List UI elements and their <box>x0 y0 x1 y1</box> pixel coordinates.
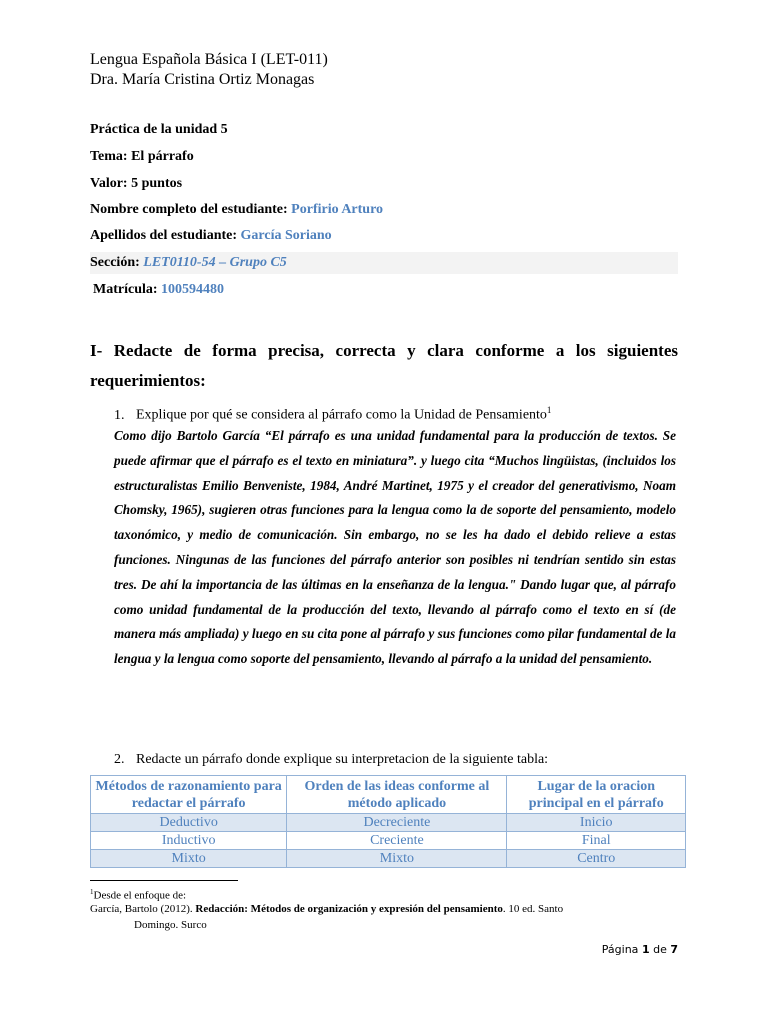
section-line <box>90 252 678 274</box>
table-cell: Creciente <box>287 832 507 850</box>
enrollment-line <box>93 281 224 299</box>
page-number-middle: de <box>649 943 671 956</box>
table-row <box>91 814 686 832</box>
section-heading: I- Redacte de forma precisa, correcta y clara conforme a los siguientes requerimientos: <box>90 341 678 390</box>
footnote-reference: 1 <box>546 405 552 415</box>
student-surname-value: García Soriano <box>240 228 332 243</box>
section-label: Sección: <box>90 255 140 270</box>
section-value: LET0110-54 – Grupo C5 <box>143 255 287 270</box>
question-1-text: Explique por qué se considera al párrafo como la Unidad de Pensamiento <box>136 407 547 423</box>
footnote-citation-title: Redacción: Métodos de organización y expresión del pensamiento <box>195 903 503 915</box>
table-row <box>91 850 686 868</box>
page-number-total: 7 <box>670 943 678 956</box>
student-name-label: Nombre completo del estudiante: <box>90 202 288 217</box>
page-number-current: 1 <box>641 943 650 956</box>
student-surname-line <box>90 227 332 245</box>
table-cell: Final <box>507 832 686 850</box>
table-row <box>91 832 686 850</box>
table-cell: Inductivo <box>91 832 287 850</box>
question-2-number: 2. <box>114 752 125 767</box>
student-name-value: Porfirio Arturo <box>291 202 384 217</box>
table-header-cell: Métodos de razonamiento para redactar el párrafo <box>91 776 287 814</box>
footnote-separator <box>90 880 238 881</box>
teacher-name: Dra. María Cristina Ortiz Monagas <box>90 71 315 88</box>
footnote-line-2 <box>90 901 676 917</box>
student-surname-label: Apellidos del estudiante: <box>90 228 238 243</box>
table-header-cell: Lugar de la oracion principal en el párrafo <box>507 776 686 814</box>
table-cell: Mixto <box>91 850 287 868</box>
page-number-prefix: Página <box>601 943 642 956</box>
table-cell: Centro <box>507 850 686 868</box>
footnote-marker: 1 <box>90 888 94 896</box>
question-1-number: 1. <box>114 407 125 423</box>
question-1 <box>114 401 551 425</box>
reasoning-methods-table <box>90 775 686 868</box>
footnote-intro: Desde el enfoque de: <box>93 889 187 902</box>
table-cell: Decreciente <box>287 814 507 832</box>
value-line: Valor: 5 puntos <box>90 176 183 191</box>
page-number <box>602 943 678 956</box>
course-title: Lengua Española Básica I (LET-011) <box>90 51 328 68</box>
practice-title: Práctica de la unidad 5 <box>90 122 228 137</box>
table-header-row <box>91 776 686 814</box>
enrollment-value: 100594480 <box>161 282 225 297</box>
footnote-citation-prefix: García, Bartolo (2012). <box>90 903 196 915</box>
footnote-citation-suffix: . 10 ed. Santo <box>502 903 564 915</box>
answer-1-text: Como dijo Bartolo García “El párrafo es una unidad fundamental para la producción de textos. Se puede afirmar que el párrafo es el texto en miniatura”. y luego cita “Muchos lingüistas, (incluidos los estructuralistas Emilio Benveniste, 1984, André Martinet, 1975 y el creador del generativismo, Noam Chomsky, 1965), sugieren otras funciones para la lengua como la de soporte del pensamiento, modelo taxonómico, y medio de comunicación. Sin embargo, no se les ha dado el debido relieve a estas funciones. Ningunas de las funciones del párrafo anterior son posibles ni tendrían sentido sin estas tres. De ahí la importancia de las últimas en la enseñanza de la lengua." Dando lugar que, al párrafo como unidad fundamental de la producción del texto, llevando al párrafo como el texto en sí (de manera más ampliada) y luego en su cita pone al párrafo y sus funciones como pilar fundamental de la lengua y la lengua como soporte del pensamiento, llevando al párrafo a la unidad del pensamiento. <box>114 428 676 667</box>
table-header-cell: Orden de las ideas conforme al método aplicado <box>287 776 507 814</box>
table-cell: Deductivo <box>91 814 287 832</box>
table-cell: Inicio <box>507 814 686 832</box>
table-cell: Mixto <box>287 850 507 868</box>
question-2-text: Redacte un párrafo donde explique su interpretacion de la siguiente tabla: <box>136 752 549 767</box>
enrollment-label: Matrícula: <box>93 282 158 297</box>
footnote-line-3: Domingo. Surco <box>134 919 207 931</box>
student-name-line <box>90 201 383 219</box>
question-2 <box>114 751 548 769</box>
topic-line: Tema: El párrafo <box>90 149 194 164</box>
